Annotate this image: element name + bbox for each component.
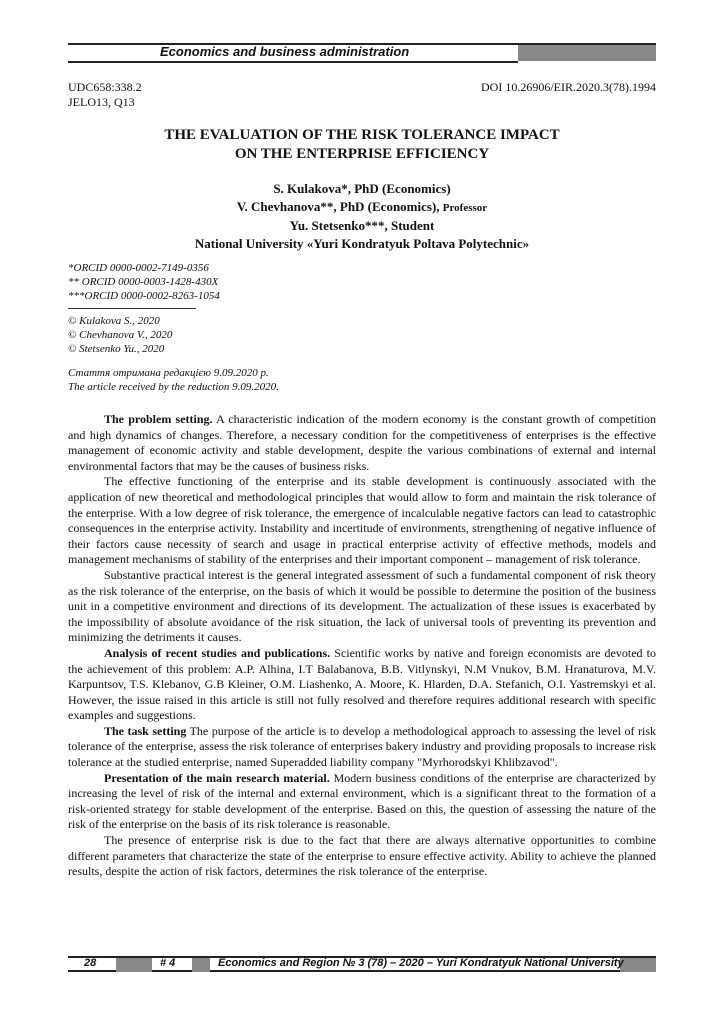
paragraph: [68, 412, 656, 474]
article-title: [68, 126, 656, 164]
paragraph: [68, 568, 656, 646]
author-2-name: V. Chevhanova**, PhD (Economics),: [236, 199, 440, 214]
author-block: [68, 180, 656, 253]
article-body: [68, 412, 656, 880]
title-line-1: THE EVALUATION OF THE RISK TOLERANCE IMPACT: [164, 127, 560, 143]
received-note: [68, 366, 279, 394]
page-number: 28: [84, 957, 97, 969]
author-1: S. Kulakova*, PhD (Economics): [273, 181, 451, 196]
paragraph-text: Substantive practical interest is the general integrated assessment of such a fundamental component of risk theory as the risk tolerance of the enterprise, on the basis of which it would be possible to determine the position of the business unit in a competitive environment and directions of its development. The actualization of these issues is exacerbated by the impossibility of absolute avoidance of the risk situation, the lack of universal tools of preventing its prevention and minimizing the detriments it causes.: [68, 567, 656, 645]
udc-code: UDC658:338.2: [68, 80, 142, 94]
author-3: Yu. Stetsenko***, Student: [289, 218, 435, 233]
paragraph-heading: The task setting: [104, 723, 187, 738]
doi: DOI 10.26906/EIR.2020.3(78).1994: [481, 80, 656, 94]
orcid-item: *ORCID 0000-0002-7149-0356: [68, 262, 209, 274]
paragraph: [68, 771, 656, 833]
paragraph-text: The effective functioning of the enterprise and its stable development is continuously associated with the application of new theoretical and methodological principles that would allow to form and maintain the risk tolerance of the enterprise. With a low degree of risk tolerance, the emergence of incalculable negative factors can lead to catastrophic consequences in the enterprise activity. Instability and incertitude of environments, strengthening of negative influence of their factors cause necessity of search and usage in practical enterprise activity of effective methods, models and management mechanisms of stability of the enterprises and their important component – management of risk tolerance.: [68, 474, 656, 567]
paragraph-heading: The problem setting.: [104, 412, 213, 426]
received-en: The article received by the reduction 9.09.2020.: [68, 381, 279, 393]
copyright-list: [68, 314, 172, 356]
running-header: [68, 43, 656, 61]
received-ua: Стаття отримана редакцією 9.09.2020 р.: [68, 367, 269, 379]
orcid-item: ** ORCID 0000-0003-1428-430X: [68, 276, 219, 288]
paragraph-heading: Presentation of the main research material.: [104, 770, 330, 785]
paragraph: [68, 646, 656, 724]
author-2: [68, 198, 656, 217]
paragraph-text: Scientific works by native and foreign economists are devoted to the achievement of this problem: A.P. Alhina, I.T Balabanova, B.B. Vitlynskyi, N.M Vnukov, B.M. Hranaturova, M.V. Karpuntsov, T.S. Klebanov, G.B Kleiner, O.M. Liashenko, A. Moore, K. Hlarden, D.A. Stefanich, O.I. Yastremskyi et al. However, the issue raised in this article is still not fully resolved and therefore requires additional research with specific examples and suggestions.: [68, 645, 657, 723]
title-line-2: ON THE ENTERPRISE EFFICIENCY: [234, 146, 490, 162]
copyright-item: © Kulakova S., 2020: [68, 315, 160, 327]
journal-name: Economics and Region № 3 (78) – 2020 – Yuri Kondratyuk National University: [218, 957, 624, 969]
paragraph-text: Modern business conditions of the enterprise are characterized by increasing the level of risk of the internal and external environment, which is a significant threat to the formation of a risk-oriented strategy for stable development of the enterprise. Based on this, the question of assessing the nature of the risk of the enterprise on the basis of its risk tolerance is reasonable.: [68, 770, 656, 832]
paragraph: [68, 724, 656, 771]
author-2-title: Professor: [442, 202, 488, 214]
running-footer: [68, 956, 656, 972]
issue-number: # 4: [160, 957, 176, 969]
paragraph-text: The purpose of the article is to develop a methodological approach to assessing the level of risk tolerance of the enterprise, assess the risk tolerance of enterprises bakery industry and providing proposals to increase risk tolerance at the studied enterprise, named Superadded liability company "Myrhorodskyi Khlibzavod".: [68, 723, 656, 770]
copyright-item: © Chevhanova V., 2020: [68, 329, 173, 341]
section-title: Economics and business administration: [160, 44, 410, 59]
paragraph-heading: Analysis of recent studies and publications.: [104, 645, 331, 660]
affiliation: National University «Yuri Kondratyuk Poltava Polytechnic»: [194, 236, 530, 251]
paragraph-text: A characteristic indication of the modern economy is the constant growth of competition and high dynamics of changes. Therefore, a necessary condition for the competitiveness of enterprises is the effective management of economic activity and stable development, despite the various combinations of external and internal environmental factors that may be the causes of business risks.: [68, 412, 656, 473]
paragraph: [68, 474, 656, 568]
paragraph-text: The presence of enterprise risk is due to the fact that there are always alternative opportunities to combine different parameters that characterize the state of the enterprise to ensure effective activity. Ability to achieve the planned results, despite the action of risk factors, determines the risk tolerance of the enterprise.: [68, 833, 656, 879]
paragraph: [68, 833, 656, 880]
footnote-rule: [68, 308, 196, 309]
orcid-item: ***ORCID 0000-0002-8263-1054: [68, 290, 220, 302]
orcid-list: [68, 261, 220, 303]
copyright-item: © Stetsenko Yu., 2020: [68, 343, 165, 355]
article-meta: [68, 80, 656, 110]
jel-code: JELO13, Q13: [68, 95, 135, 109]
